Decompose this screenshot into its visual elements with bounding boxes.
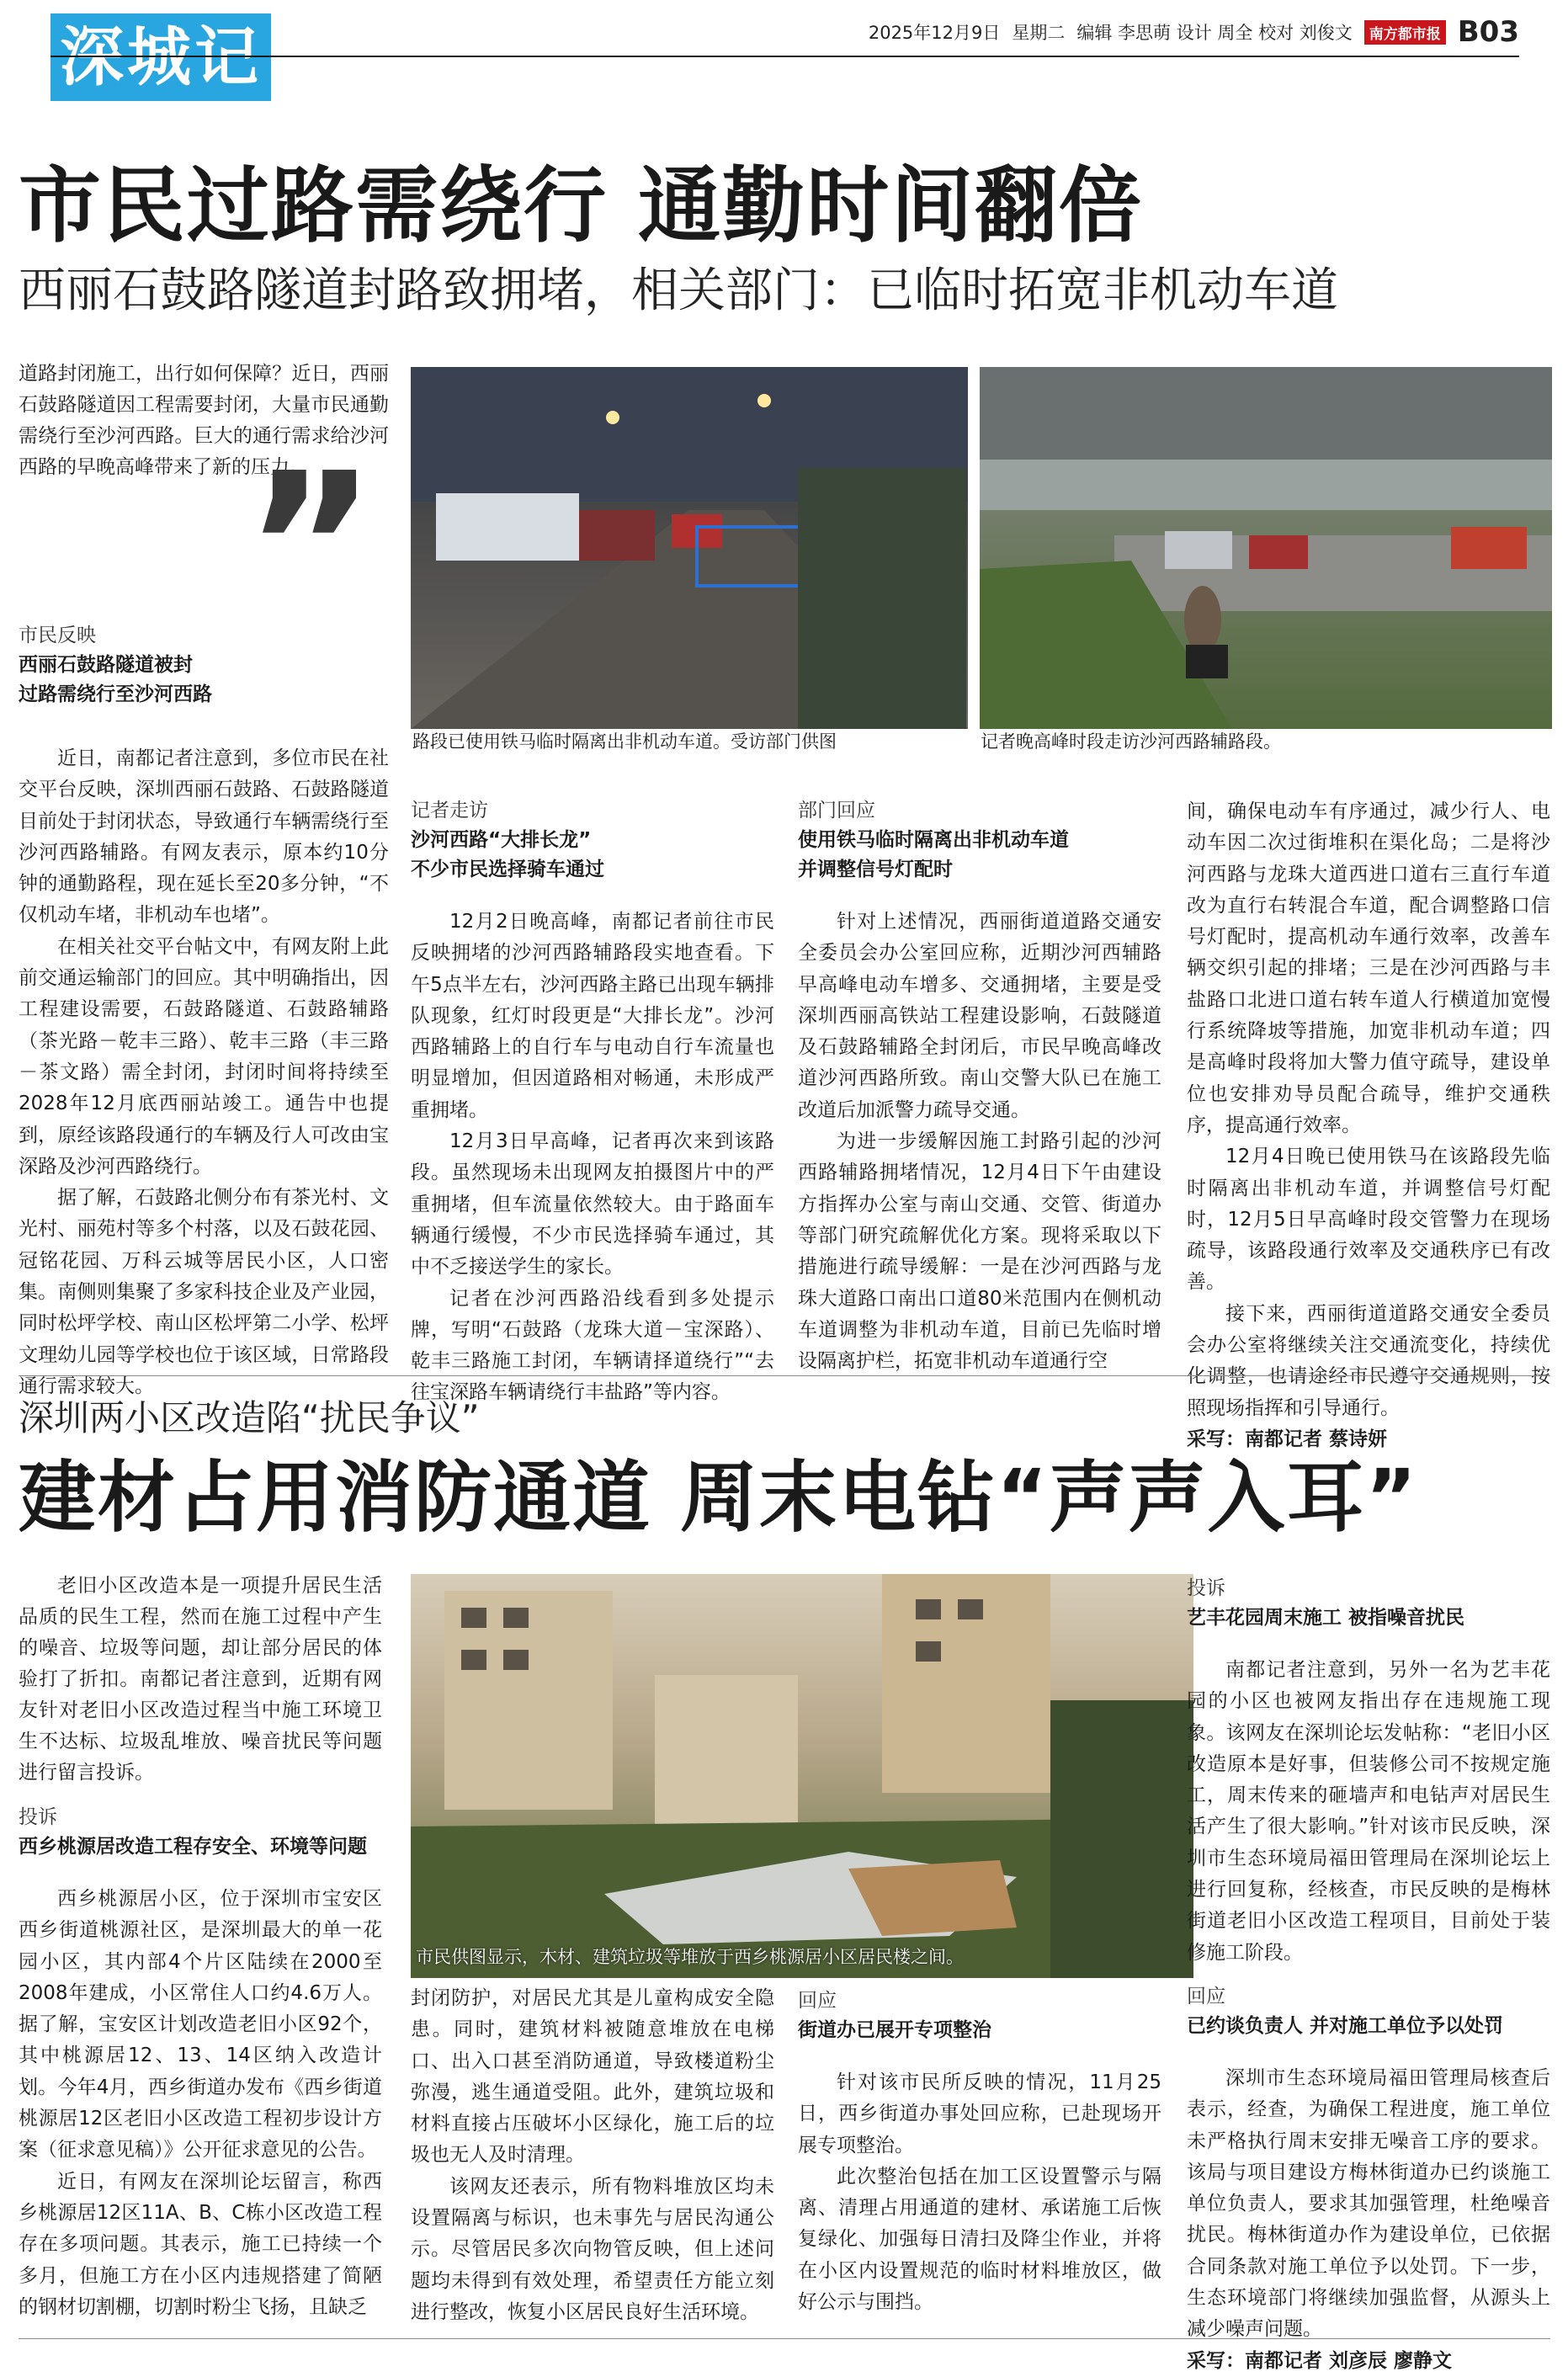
paragraph: 针对该市民所反映的情况，11月25日，西乡街道办事处回应称，已赴现场开展专项整治。 [798, 2071, 1161, 2156]
story2-column-4 [1187, 1574, 1550, 2377]
paragraph: 近日，南都记者注意到，多位市民在社交平台反映，深圳西丽石鼓路、石鼓路隧道目前处于封闭状态，导致通行车辆需绕行至沙河西路辅路。有网友表示，原本约10分钟的通勤路程，现在延长至20多分钟，“不仅机动车堵，非机动车也堵”。 [19, 747, 389, 927]
paragraph: 12月2日晚高峰，南都记者前往市民反映拥堵的沙河西路辅路段实地查看。下午5点半左右，沙河西路主路已出现车辆排队现象，红灯时段更是“大排长龙”。沙河西路辅路上的自行车与电动自行车流量也明显增加，但因道路相对畅通，未形成严重拥堵。 [411, 911, 774, 1121]
credits: 编辑 李思萌 设计 周全 校对 刘俊文 [1076, 23, 1353, 43]
day-road-illustration [980, 367, 1552, 729]
section-title-line: 已约谈负责人 并对施工单位予以处罚 [1187, 2014, 1504, 2037]
bottom-rule [19, 2338, 1550, 2339]
section-heading [19, 621, 389, 710]
paragraph: 12月3日早高峰，记者再次来到该路段。虽然现场未出现网友拍摄图片中的严重拥堵，但车流量依然较大。由于路面车辆通行缓慢，不少市民选择骑车通过，其中不乏接送学生的家长。 [411, 1130, 774, 1279]
section-kicker: 部门回应 [798, 800, 875, 822]
section-title-line: 不少市民选择骑车通过 [411, 859, 604, 880]
paragraph: 西乡桃源居小区，位于深圳市宝安区西乡街道桃源社区，是深圳最大的单一花园小区，其内部4个片区陆续在2000至2008年建成，小区常住人口约4.6万人。据了解，宝安区计划改造老旧小区92个，其中桃源居12、13、14区纳入改造计划。今年4月，西乡街道办发布《西乡街道桃源居12区老旧小区改造工程初步设计方案（征求意见稿）》公开征求意见的公告。 [19, 1888, 382, 2162]
paragraph: 针对上述情况，西丽街道道路交通安全委员会办公室回应称，近期沙河西辅路早高峰电动车增多、交通拥堵，主要是受深圳西丽高铁站工程建设影响，石鼓隧道及石鼓路辅路全封闭后，市民早晚高峰改道沙河西路所致。南山交警大队已在施工改道后加派警力疏导交通。 [798, 911, 1161, 1121]
section-heading [1187, 1982, 1550, 2041]
paragraph: 12月4日晚已使用铁马在该路段先临时隔离出非机动车道，并调整信号灯配时，12月5日早高峰时段交管警力在现场疏导，该路段通行效率及交通秩序已有改善。 [1187, 1146, 1550, 1294]
section-title-line: 并调整信号灯配时 [798, 859, 953, 880]
paragraph: 南都记者注意到，另外一名为艺丰花园的小区也被网友指出存在违规施工现象。该网友在深圳论坛发帖称：“老旧小区改造原本是好事，但装修公司不按规定施工，周末传来的砸墙声和电钻声对居民生活产生了很大影响。”针对该市民反映，深圳市生态环境局福田管理局在深圳论坛上进行回复称，经核查，市民反映的是梅林街道老旧小区改造工程项目，目前处于装修施工阶段。 [1187, 1659, 1550, 1964]
paragraph: 该网友还表示，所有物料堆放区均未设置隔离与标识，也未事先与居民沟通公示。尽管居民多次向物管反映，但上述问题均未得到有效处理，希望责任方能立刻进行整改，恢复小区居民良好生活环境。 [411, 2175, 774, 2323]
story1-column-3 [798, 796, 1161, 1377]
section-title-line: 街道办已展开专项整治 [798, 2019, 991, 2041]
section-kicker: 投诉 [1187, 1577, 1225, 1599]
paper-logo: 南方都市报 [1364, 20, 1446, 45]
story2-photo-caption: 市民供图显示，木材、建筑垃圾等堆放于西乡桃源居小区居民楼之间。 [416, 1947, 964, 1967]
section-title-line: 西丽石鼓路隧道被封 [19, 654, 193, 676]
paragraph: 深圳市生态环境局福田管理局核查后表示，经查，为确保工程进度，施工单位未严格执行周末安排无噪音工序的要求。该局与项目建设方梅林街道办已约谈施工单位负责人，要求其加强管理，杜绝噪音扰民。梅林街道办作为建设单位，已依据合同条款对施工单位予以处罚。下一步，生态环境部门将继续加强监督，从源头上减少噪声问题。 [1187, 2066, 1550, 2341]
story2-column-3 [798, 1986, 1161, 2318]
header-rule [50, 56, 1519, 57]
section-title-line: 沙河西路“大排长龙” [411, 829, 592, 851]
story1-column-2 [411, 796, 774, 1409]
paragraph: 近日，有网友在深圳论坛留言，称西乡桃源居12区11A、B、C栋小区改造工程存在多项问题。其表示，施工已持续一个多月，但施工方在小区内违规搭建了简陋的钢材切割棚，切割时粉尘飞扬，且缺乏 [19, 2170, 382, 2318]
issue-date: 2025年12月9日 [868, 23, 1001, 43]
section-kicker: 回应 [798, 1990, 837, 2012]
section-title-line: 过路需绕行至沙河西路 [19, 683, 212, 705]
section-heading [411, 796, 774, 885]
story2-column-1 [19, 1803, 382, 2323]
page-header-info [869, 15, 1519, 49]
section-heading [798, 1986, 1161, 2045]
story1-column-1 [19, 621, 389, 1402]
paragraph: 间，确保电动车有序通过，减少行人、电动车因二次过街堆积在渠化岛；二是将沙河西路与龙珠大道西进口道右三直行车道改为直行右转混合车道，配合调整路口信号灯配时，提高机动车通行效率，改善车辆交织引起的排堵；三是在沙河西路与丰盐路口北进口道右转车道人行横道加宽慢行系统降坡等措施，加宽非机动车道；四是高峰时段将加大警力值守疏导，建设单位也安排劝导员配合疏导，维护交通秩序，提高通行效率。 [1187, 800, 1550, 1136]
paragraph: 据了解，石鼓路北侧分布有茶光村、文光村、丽苑村等多个村落，以及石鼓花园、冠铭花园、万科云城等居民小区，人口密集。南侧则集聚了多家科技企业及产业园，同时松坪学校、南山区松坪第二小学、松坪文理幼儿园等学校也位于该区域，日常路段通行需求较大。 [19, 1187, 389, 1397]
story1-subhead: 西丽石鼓路隧道封路致拥堵，相关部门：已临时拓宽非机动车道 [19, 263, 1338, 318]
story1-photo-day-road [980, 367, 1552, 729]
section-title-line: 西乡桃源居改造工程存安全、环境等问题 [19, 1836, 367, 1858]
story1-column-4 [1187, 796, 1550, 1455]
section-heading [798, 796, 1161, 885]
story2-headline: 建材占用消防通道 周末电钻“声声入耳” [19, 1453, 1418, 1543]
story1-headline: 市民过路需绕行 通勤时间翻倍 [19, 158, 1144, 254]
story-divider [19, 1375, 1550, 1376]
paragraph: 封闭防护，对居民尤其是儿童构成安全隐患。同时，建筑材料被随意堆放在电梯口、出入口甚至消防通道，导致楼道粉尘弥漫，逃生通道受阻。此外，建筑垃圾和材料直接占压破坏小区绿化，施工后的垃圾也无人及时清理。 [411, 1987, 774, 2167]
paragraph: 为进一步缓解因施工封路引起的沙河西路辅路拥堵情况，12月4日下午由建设方指挥办公室与南山交通、交管、街道办等部门研究疏解优化方案。现将采取以下措施进行疏导缓解：一是在沙河西路与龙珠大道路口南出口道80米范围内在侧机动车道调整为非机动车道，目前已先临时增设隔离护栏，拓宽非机动车道通行空 [798, 1130, 1161, 1373]
construction-illustration [411, 1574, 1193, 1978]
section-kicker: 回应 [1187, 1985, 1225, 2007]
night-road-illustration [411, 367, 968, 729]
paragraph: 接下来，西丽街道道路交通安全委员会办公室将继续关注交通流变化，持续优化调整，也请途经市民遵守交通规则，按照现场指挥和引导通行。 [1187, 1302, 1550, 1419]
story1-lead: 道路封闭施工，出行如何保障？近日，西丽石鼓路隧道因工程需要封闭，大量市民通勤需绕行至沙河西路。巨大的通行需求给沙河西路的早晚高峰带来了新的压力。 [19, 363, 389, 478]
paragraph: 记者在沙河西路沿线看到多处提示牌，写明“石鼓路（龙珠大道－宝深路）、乾丰三路施工封闭，车辆请择道绕行”“去往宝深路车辆请绕行丰盐路”等内容。 [411, 1287, 774, 1404]
section-heading [1187, 1574, 1550, 1633]
section-title-line: 使用铁马临时隔离出非机动车道 [798, 829, 1069, 851]
story1-photo-night-road [411, 367, 968, 729]
story2-kicker: 深圳两小区改造陷“扰民争议” [19, 1397, 480, 1438]
paragraph: 在相关社交平台帖文中，有网友附上此前交通运输部门的回应。其中明确指出，因工程建设需要，石鼓路隧道、石鼓路辅路（茶光路－乾丰三路）、乾丰三路（丰三路－茶文路）需全封闭，封闭时间将持续至2028年12月底西丽站竣工。通告中也提到，原经该路段通行的车辆及行人可改由宝深路及沙河西路绕行。 [19, 935, 389, 1178]
paragraph: 此次整治包括在加工区设置警示与隔离、清理占用通道的建材、承诺施工后恢复绿化、加强每日清扫及降尘作业，并将在小区内设置规范的临时材料堆放区，做好公示与围挡。 [798, 2165, 1161, 2314]
quote-mark-icon: ” [244, 429, 377, 665]
section-kicker: 记者走访 [411, 800, 488, 822]
section-banner: 深城记 [50, 13, 271, 101]
story2-lead: 老旧小区改造本是一项提升居民生活品质的民生工程，然而在施工过程中产生的噪音、垃圾等问题，却让部分居民的体验打了折扣。南都记者注意到，近期有网友针对老旧小区改造过程当中施工环境卫生不达标、垃圾乱堆放、噪音扰民等问题进行留言投诉。 [19, 1575, 382, 1784]
story1-photo2-caption: 记者晚高峰时段走访沙河西路辅路段。 [981, 731, 1281, 752]
story2-byline: 采写：南都记者 刘彦辰 廖静文 [1187, 2349, 1453, 2372]
section-heading [19, 1803, 382, 1862]
issue-weekday: 星期二 [1012, 23, 1066, 43]
section-kicker: 市民反映 [19, 625, 96, 646]
story1-byline: 采写：南都记者 蔡诗妍 [1187, 1428, 1388, 1450]
page-number: B03 [1457, 15, 1519, 49]
story2-column-2 [411, 1983, 774, 2328]
section-title-line: 艺丰花园周末施工 被指噪音扰民 [1187, 1607, 1465, 1629]
section-kicker: 投诉 [19, 1806, 57, 1828]
story2-photo-construction [411, 1574, 1193, 1978]
story1-photo1-caption: 路段已使用铁马临时隔离出非机动车道。受访部门供图 [412, 731, 837, 752]
